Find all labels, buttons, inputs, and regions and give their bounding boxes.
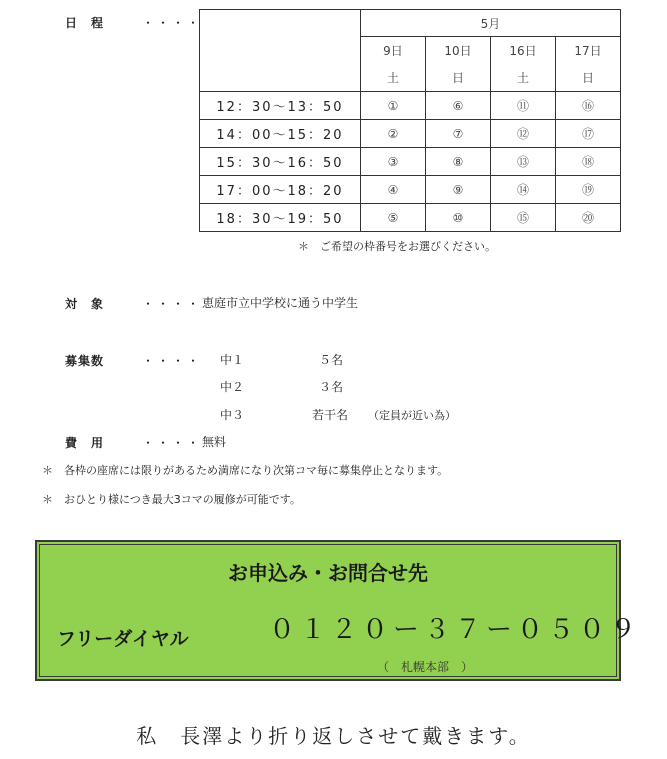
schedule-row xyxy=(200,148,621,176)
schedule-date: 10日 xyxy=(426,37,491,65)
schedule-row xyxy=(200,120,621,148)
schedule-header-month-row xyxy=(200,10,621,37)
schedule-time: 17：00〜18：20 xyxy=(200,176,361,204)
schedule-date: 9日 xyxy=(361,37,426,65)
slot-number: ⑳ xyxy=(556,204,621,232)
slot-number: ⑨ xyxy=(426,176,491,204)
slot-number: ⑤ xyxy=(361,204,426,232)
slot-number: ④ xyxy=(361,176,426,204)
recruit-count: ３名 xyxy=(319,380,344,394)
schedule-date: 17日 xyxy=(556,37,621,65)
recruit-grade: 中２ xyxy=(220,380,245,394)
slot-number: ⑬ xyxy=(491,148,556,176)
recruit-count: 若干名 xyxy=(312,408,349,422)
target-label: 対 象 xyxy=(65,297,105,311)
fee-value: 無料 xyxy=(202,435,227,449)
schedule-note: ＊ ご希望の枠番号をお選びください。 xyxy=(298,240,496,253)
slot-number: ⑥ xyxy=(426,92,491,120)
slot-number: ⑪ xyxy=(491,92,556,120)
schedule-row xyxy=(200,92,621,120)
schedule-label: 日 程 xyxy=(65,16,105,30)
slot-number: ⑱ xyxy=(556,148,621,176)
slot-number: ⑫ xyxy=(491,120,556,148)
slot-number: ⑲ xyxy=(556,176,621,204)
schedule-corner-cell xyxy=(200,10,361,92)
slot-number: ③ xyxy=(361,148,426,176)
schedule-row xyxy=(200,176,621,204)
schedule-time: 15：30〜16：50 xyxy=(200,148,361,176)
contact-box xyxy=(35,540,642,681)
schedule-dots: ・・・・ xyxy=(142,16,203,30)
note-item: ＊ 各枠の座席には限りがあるため満席になり次第コマ毎に募集停止となります。 xyxy=(42,464,449,477)
free-dial-label: フリーダイヤル xyxy=(57,628,189,650)
schedule-time: 18：30〜19：50 xyxy=(200,204,361,232)
slot-number: ⑭ xyxy=(491,176,556,204)
slot-number: ⑯ xyxy=(556,92,621,120)
recruit-dots: ・・・・ xyxy=(142,354,203,368)
slot-number: ⑧ xyxy=(426,148,491,176)
schedule-time: 14：00〜15：20 xyxy=(200,120,361,148)
fee-dots: ・・・・ xyxy=(142,436,203,450)
contact-title: お申込み・お問合せ先 xyxy=(228,561,428,585)
schedule-time: 12：30〜13：50 xyxy=(200,92,361,120)
slot-number: ① xyxy=(361,92,426,120)
note-item: ＊ おひとり様につき最大3コマの履修が可能です。 xyxy=(42,493,301,506)
target-value: 恵庭市立中学校に通う中学生 xyxy=(202,296,359,310)
target-dots: ・・・・ xyxy=(142,297,203,311)
contact-branch: （ 札幌本部 ） xyxy=(377,660,474,674)
schedule-weekday: 日 xyxy=(556,64,621,92)
recruit-count: ５名 xyxy=(319,353,344,367)
schedule-month: 5月 xyxy=(361,10,621,37)
slot-number: ⑰ xyxy=(556,120,621,148)
slot-number: ⑩ xyxy=(426,204,491,232)
slot-number: ⑦ xyxy=(426,120,491,148)
recruit-note: （定員が近い為） xyxy=(368,409,456,422)
footer-message: 私 長澤より折り返しさせて戴きます。 xyxy=(136,724,531,748)
schedule-date: 16日 xyxy=(491,37,556,65)
phone-number: ０１２０ー３７ー０５０９ xyxy=(269,615,642,645)
slot-number: ② xyxy=(361,120,426,148)
schedule-row xyxy=(200,204,621,232)
recruit-grade: 中３ xyxy=(220,408,245,422)
schedule-weekday: 日 xyxy=(426,64,491,92)
schedule-weekday: 土 xyxy=(491,64,556,92)
recruit-label: 募集数 xyxy=(65,354,105,368)
fee-label: 費 用 xyxy=(65,436,105,450)
recruit-grade: 中１ xyxy=(220,353,245,367)
schedule-weekday: 土 xyxy=(361,64,426,92)
slot-number: ⑮ xyxy=(491,204,556,232)
schedule-table xyxy=(199,9,621,232)
